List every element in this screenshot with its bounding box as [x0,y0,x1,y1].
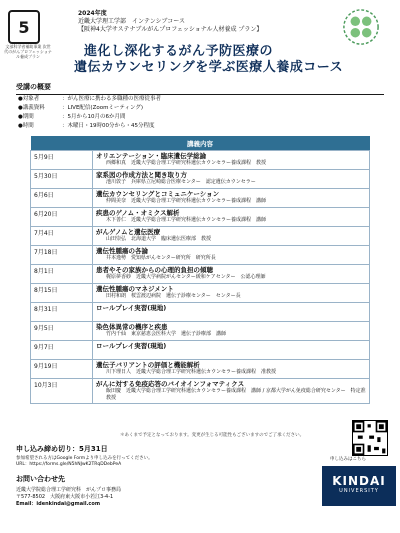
table-row [31,151,370,170]
table-row [31,379,370,404]
lecture-content [93,303,370,322]
lecture-title: 疾患のゲノム・オミクス解析 [96,209,180,217]
lecture-date: 7月4日 [31,227,93,246]
contact-heading: お問い合わせ先 [16,475,65,483]
lecture-speaker: 飯田慶 近畿大学総合理工学研究科遺伝カウンセラー養成課程 講師 / 京都大学がん免疫総合研究センター 特定准教授 [106,388,366,401]
apply-details [16,456,153,468]
lecture-content [93,189,370,208]
lecture-title: 遺伝カウンセリングとコミュニケーション [96,190,220,198]
contact-org: 近畿大学院総合理工学研究科 がんプロ事務局 [16,487,122,493]
overview-item: ●時間 ：木曜日・19時00分から・45分程度 [18,123,155,129]
table-row [31,227,370,246]
lecture-content [93,341,370,360]
table-row [31,246,370,265]
lecture-speaker: 田村和朗 桜雲渡辺病院 遺伝子診療センター センター長 [106,293,241,299]
title-line-2: 遺伝カウンセリングを学ぶ医療人養成コース [74,60,344,75]
contact-address: 〒577-8502 大阪府東大阪市小若江3-4-1 [16,494,114,500]
lecture-date: 5月30日 [31,170,93,189]
overview-item: ●対象者 ：がん医療に携わる多職種の医療従事者 [18,96,162,102]
lecture-content [93,265,370,284]
lecture-title: 患者やその家族からの心理的負担の傾聴 [96,266,213,274]
lecture-date: 9月19日 [31,360,93,379]
lecture-date: 8月31日 [31,303,93,322]
kindai-logo: KINDAI UNIVERSITY [322,466,396,506]
qr-label: 申し込みはこちら [330,457,366,462]
program-logo: 5 [8,10,40,44]
lecture-content [93,360,370,379]
lecture-speaker: 木下善仁 近畿大学総合理工学研究科遺伝カウンセラー養成課程 講師 [106,217,267,223]
qr-code-icon[interactable] [352,420,388,456]
lecture-speaker: 仲間美奈 近畿大学総合理工学研究科遺伝カウンセラー養成課程 講師 [106,198,267,204]
deadline-heading: 申し込み締め切り：5月31日 [16,445,108,453]
lecture-speaker: 池川敦子 兵庫県立尼崎総合医療センター 認定遺伝カウンセラー [106,179,256,185]
overview-item: ●講義資料 ：LIVE配信(Zoomミーティング) [18,105,144,111]
lecture-title: 染色体異常の機序と疾患 [96,323,168,331]
table-header: 講義内容 [31,136,370,151]
lecture-content [93,246,370,265]
lecture-title: 遺伝子バリアントの評価と機能解析 [96,361,200,369]
lecture-date: 8月1日 [31,265,93,284]
lecture-date: 8月15日 [31,284,93,303]
lecture-content [93,227,370,246]
schedule-table [30,136,370,404]
lecture-date: 5月9日 [31,151,93,170]
lecture-title: がんゲノムと遺伝医療 [96,228,161,236]
table-row [31,360,370,379]
table-row [31,189,370,208]
lecture-title: ロールプレイ実習(現地) [96,304,167,312]
year-label: 2024年度 [78,10,107,17]
lecture-date: 6月20日 [31,208,93,227]
lecture-content [93,208,370,227]
lecture-date: 9月7日 [31,341,93,360]
table-row [31,284,370,303]
lecture-content [93,284,370,303]
lecture-date: 6月6日 [31,189,93,208]
overview-item: ●期間 ：5月から10月の6か月間 [18,114,126,120]
lecture-title: 家系図の作成方法と聞き取り方 [96,171,187,179]
table-row [31,341,370,360]
title-line-1: 進化し深化するがん予防医療の [84,44,274,59]
lecture-speaker: 山田崇弘 北海道大学 臨床遺伝医療部 教授 [106,236,212,242]
lecture-speaker: 竹内千仙 東京慈恵会医科大学 遺伝子診療部 講師 [106,331,227,337]
lecture-date: 9月5日 [31,322,93,341]
table-row [31,170,370,189]
apply-text: 参加希望される方はGoogle Formより申し込みを行ってください。 [16,456,153,461]
table-row [31,208,370,227]
lecture-date: 10月3日 [31,379,93,404]
side-note: 文部科学省補助事業 次世代のがんプロフェッショナル養成プラン [4,44,52,59]
contact-email[interactable]: Email：idenkindai@gmail.com [16,501,101,507]
table-row [31,322,370,341]
lecture-title: がんに対する免疫応答のバイオインフォマティクス [96,380,245,388]
lecture-title: 遺伝性腫瘍のマネジメント [96,285,174,293]
disclaimer-note: ＊あくまで予定となっております。変更が生じる可能性もございますのでご了承ください。 [120,433,305,438]
contact-details [16,487,121,508]
clover-decoration-icon [342,8,380,46]
lecture-speaker: 西郷和真 近畿大学総合理工学研究科遺伝カウンセラー養成課程 教授 [106,160,267,166]
overview-list [18,95,161,131]
lecture-content [93,170,370,189]
lecture-content [93,151,370,170]
lecture-speaker: 井本逸勢 愛知県がんセンター研究所 研究所長 [106,255,216,261]
apply-url[interactable]: URL：https://forms.gle/N5hNJwK2TRqDDebPeA [16,462,122,467]
lecture-speaker: 梶原夢香紗 近畿大学病院がんセンター緩和ケアセンター 公認心理師 [106,274,266,280]
lecture-title: オリエンテーション・臨床遺伝学総論 [96,152,207,160]
lecture-title: 遺伝性腫瘍の各論 [96,247,148,255]
overview-heading: 受講の概要 [16,82,384,95]
lecture-content [93,379,370,404]
lecture-speaker: 川下理日人 近畿大学総合理工学研究科遺伝カウンセラー養成課程 准教授 [106,369,277,375]
lecture-date: 7月18日 [31,246,93,265]
table-row [31,303,370,322]
plan-label: 【阪神4大学サステナブルがんプロフェッショナル人材養成 プラン】 [78,26,263,33]
program-label: 近畿大学理工学部 インテンシブコース [78,18,185,25]
lecture-title: ロールプレイ実習(現地) [96,342,167,350]
table-row [31,265,370,284]
lecture-content [93,322,370,341]
